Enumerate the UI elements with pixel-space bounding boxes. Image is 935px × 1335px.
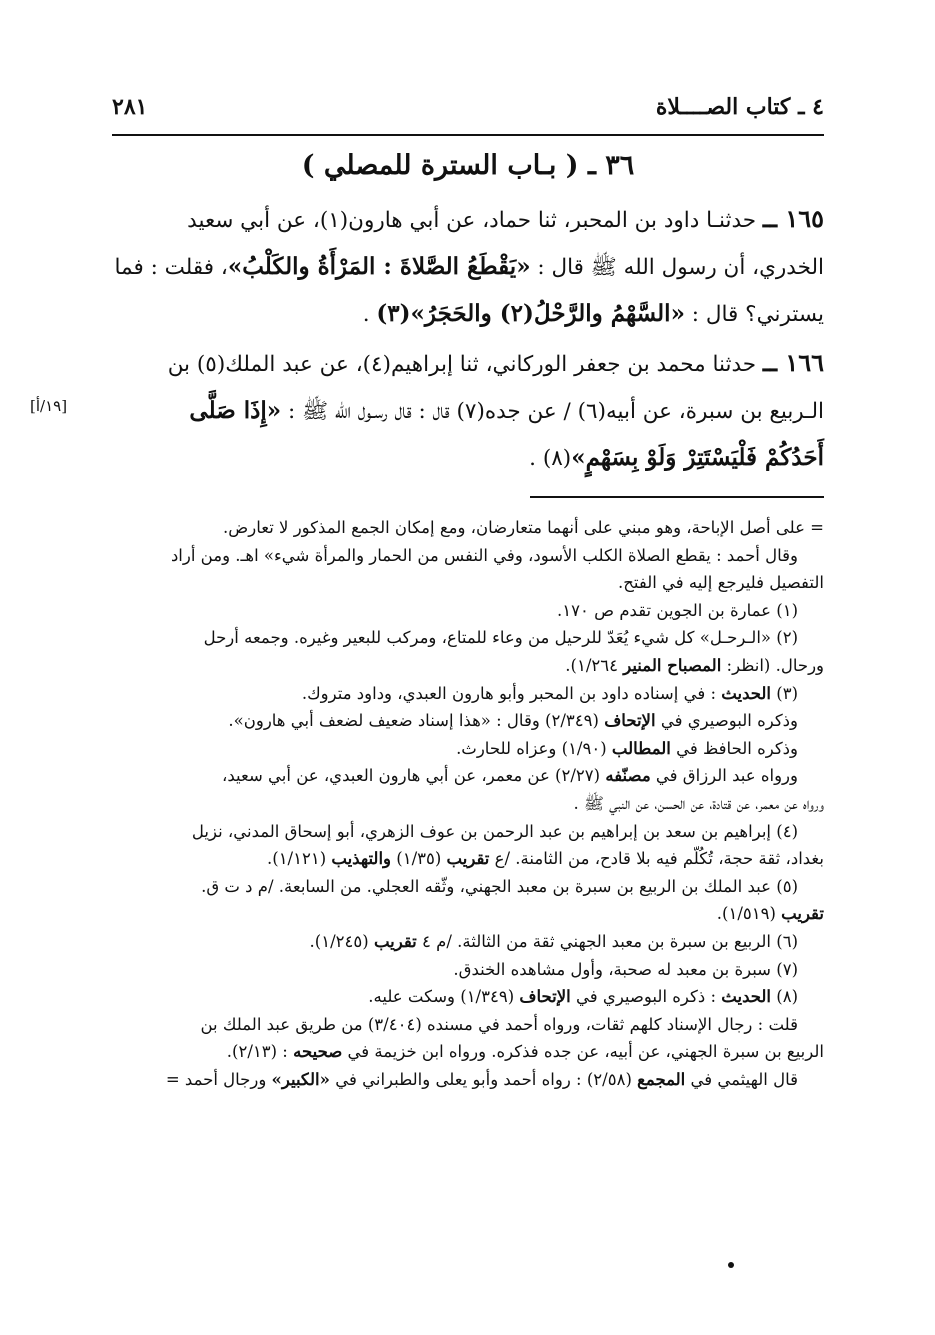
footnote-text: وذكره الحافظ في <box>676 738 798 758</box>
footnote-line: = على أصل الإباحة، وهو مبني على أنهما متعارضان، ومع إمكان الجمع المذكور لا تعارض. <box>223 518 824 537</box>
hadith-number: ١٦٥ ــ <box>762 204 824 233</box>
page-number: ٢٨١ <box>112 94 148 120</box>
book-title: مصنّفه <box>605 766 651 786</box>
hadith-text: . <box>362 302 370 327</box>
footnote-text: الربيع بن سبرة الجهني، عن أبيه، عن جده فذكره. ورواه ابن خزيمة في <box>347 1042 824 1062</box>
hadith-matn: «يَقْطَعُ الصَّلاةَ : المَرْأَةُ والكَلْبُ» <box>227 253 531 280</box>
footnote-line <box>112 735 824 763</box>
footnote-line <box>112 707 824 735</box>
book-title: تقريب <box>781 904 824 924</box>
manuscript-folio-ref: [١٩/أ] <box>30 397 68 415</box>
hadith-matn: أَحَدُكُمْ فَلْيَسْتَتِرْ وَلَوْ بِسَهْمٍ» <box>571 444 824 471</box>
hadith-165 <box>112 196 824 338</box>
footnote-text: ورحال. (انظر: <box>726 655 824 675</box>
footnote-text: (١/١٢١). <box>267 849 327 869</box>
footnote-text: ورجال أحمد = <box>165 1069 267 1089</box>
footnote-8 <box>112 983 824 1011</box>
book-title: تقريب <box>373 931 417 951</box>
footnote-text: (٣) <box>776 683 798 703</box>
footnote-line <box>112 652 824 680</box>
running-header <box>112 86 824 120</box>
footnote-text: (١/٣٥) <box>396 849 442 869</box>
footnote-text: بغداد، ثقة حجة، تُكُلّم فيه بلا قادح، من الثامنة. /ع <box>494 849 824 869</box>
section-title: ٣٦ ـ ( بـاب السترة للمصلي ) <box>301 150 635 181</box>
footnote-7: (٧) سبرة بن معبد له صحبة، وأول مشاهده الخندق. <box>453 959 798 979</box>
book-title: والتهذيب <box>331 849 392 869</box>
hadith-text: ، فقلت : فما <box>114 255 228 280</box>
hadith-matn: «السَّهْمُ والرَّحْلُ(٢) والحَجَرُ»(٣) <box>376 300 685 327</box>
footnote-text: : (٢/١٣). <box>226 1042 288 1062</box>
footnote-line <box>112 1066 824 1094</box>
footnote-text: (٢/٢٧) عن معمر، عن أبي هارون العبدي، عن أبي سعيد، <box>222 766 601 786</box>
footnote-text: (٦) الربيع بن سبرة بن معبد الجهني ثقة من الثالثة. /م ٤ <box>422 931 798 951</box>
hadith-166 <box>112 340 824 482</box>
hadith-text: (٨) . <box>529 446 572 471</box>
hadith-matn: «إِذَا صَلَّى <box>189 397 282 424</box>
footnote-text: (٨) <box>776 987 798 1007</box>
footnote-line: قلت : رجال الإسناد كلهم ثقات، ورواه أحمد في مسنده (٣/٤٠٤) من طريق عبد الملك بن <box>200 1014 798 1034</box>
book-title: الحديث <box>721 683 771 703</box>
footnote-5: (٥) عبد الملك بن الربيع بن سبرة بن معبد الجهني، وثّقه العجلي. من السابعة. /م د ت ق. <box>201 876 798 896</box>
footnote-line <box>112 1038 824 1066</box>
footnote-separator <box>530 496 824 498</box>
book-title: المطالب <box>611 738 671 758</box>
footnote-3 <box>112 680 824 708</box>
header-rule <box>112 134 824 136</box>
footnote-text: (١/٣٤٩) وسكت عليه. <box>368 987 515 1007</box>
footnote-text: : في إسناده داود بن المحبر وأبو هارون العبدي، وداود متروك. <box>301 683 717 703</box>
footnote-text: قال الهيثمي في <box>690 1069 798 1089</box>
footnote-line: وقال أحمد : يقطع الصلاة الكلب الأسود، وفي النفس من الحمار والمرأة شيء» اهـ. ومن أراد <box>170 545 798 565</box>
hadith-text: حدثنـا داود بن المحبر، ثنا حماد، عن أبي هارون(١)، عن أبي سعيد <box>187 208 757 233</box>
footnote-text: ١/٢٦٤). <box>565 655 618 675</box>
book-title: «الكبير» <box>271 1069 330 1089</box>
book-title: المجمع <box>637 1069 686 1089</box>
book-title: الحديث <box>721 987 771 1007</box>
footnote-text: (٢/٥٨) : رواه أحمد وأبو يعلى والطبراني في <box>335 1069 632 1089</box>
footnote-line <box>112 900 824 928</box>
book-title: تقريب <box>446 849 490 869</box>
hadith-text: الخدري، أن رسول الله ﷺ قال : <box>537 255 824 280</box>
footnote-line: التفصيل فليرجع إليه في الفتح. <box>617 573 824 593</box>
footnote-2: (٢) «الـرحـل» كل شيء يُعَدّ للرحيل من وعاء للمتاع، ومركب للبعير وغيره. وجمعه أرحل <box>203 628 798 648</box>
footnote-text: (٢/٣٤٩) وقال : «هذا إسناد ضعيف لضعف أبي هارون». <box>228 711 599 731</box>
book-title: الإتحاف <box>519 987 571 1007</box>
footnote-text: وذكره البوصيري في <box>660 711 798 731</box>
footnote-4: (٤) إبراهيم بن سعد بن إبراهيم بن عبد الرحمن بن عوف الزهري، أبو إسحاق المدني، نزيل <box>191 821 798 841</box>
footnote-text: : ذكره البوصيري في <box>576 987 717 1007</box>
footnote-text: (١/٩٠) وعزاه للحارث. <box>456 738 607 758</box>
footnote-6 <box>112 928 824 956</box>
book-title: الإتحاف <box>604 711 656 731</box>
hadith-text: الـربيع بن سبرة، عن أبيه(٦) / عن جده(٧) قال : قال رسـول الله ﷺ : <box>288 399 824 424</box>
footnote-text: ورواه عبد الرزاق في <box>655 766 798 786</box>
footnote-line <box>112 845 824 873</box>
hadith-text: حدثنا محمد بن جعفر الوركاني، ثنا إبراهيم(٤)، عن عبد الملك(٥) بن <box>167 352 757 377</box>
hadith-number: ١٦٦ ــ <box>762 348 824 377</box>
footnotes <box>112 514 824 1093</box>
hadith-text: يسترني؟ قال : <box>691 302 824 327</box>
end-dot <box>728 1262 734 1268</box>
chapter-heading: ٤ ـ كتاب الصــــلاة <box>655 94 824 120</box>
footnote-1: (١) عمارة بن الجوين تقدم ص ١٧٠. <box>557 600 798 620</box>
book-title: صحيحه <box>293 1042 343 1062</box>
footnote-text: (١/٥١٩). <box>716 904 776 924</box>
footnote-line <box>112 762 824 790</box>
footnote-line: ورواه عن معمر، عن قتادة، عن الحسن، عن النبي ﷺ . <box>573 793 824 813</box>
footnote-text: (١/٢٤٥). <box>309 931 369 951</box>
book-title: المصباح المنير <box>623 655 722 675</box>
